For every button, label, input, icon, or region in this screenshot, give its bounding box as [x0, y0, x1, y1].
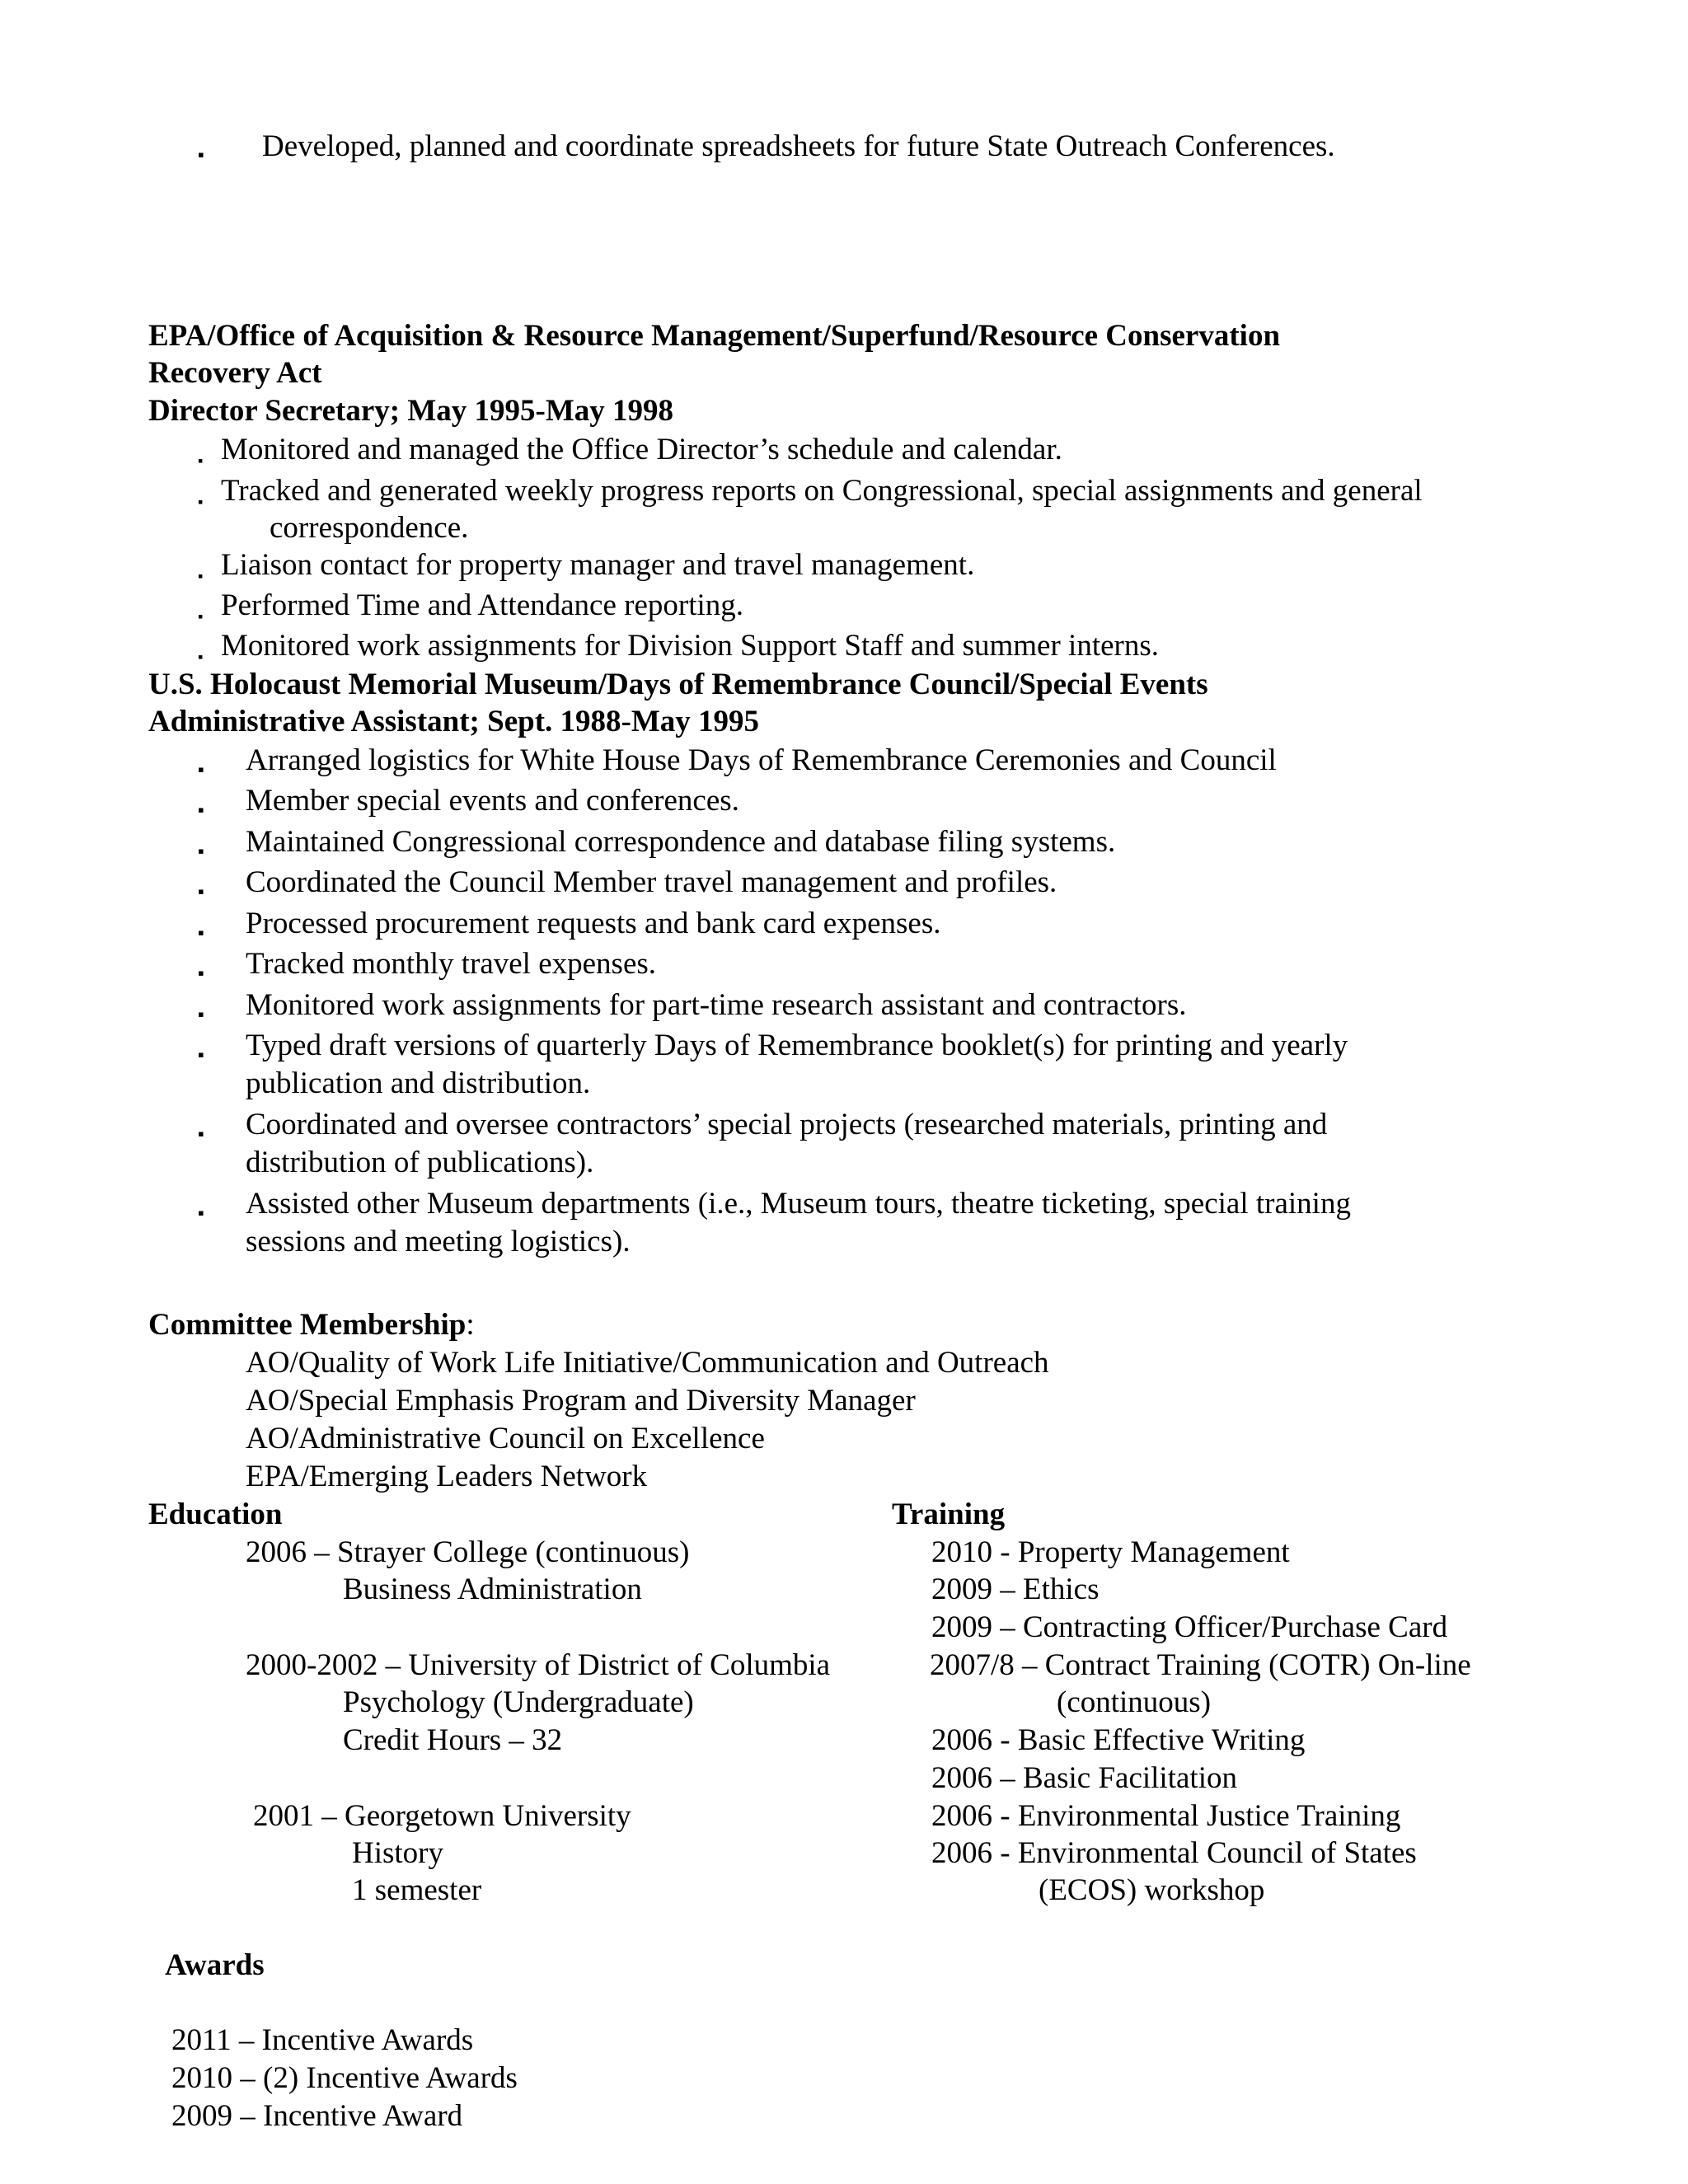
epa-bullet-1: Monitored and managed the Office Director’s schedule and calendar. — [221, 433, 1062, 466]
committee-heading-row — [148, 1306, 475, 1344]
training-line: (continuous) — [1057, 1685, 1212, 1719]
museum-bullet-9-cont: distribution of publications). — [246, 1146, 594, 1179]
committee-item: EPA/Emerging Leaders Network — [246, 1460, 648, 1493]
education-line: 2000-2002 – University of District of Columbia — [246, 1648, 831, 1682]
education-line: Credit Hours – 32 — [343, 1723, 563, 1757]
bullet-icon: ▪ — [198, 963, 204, 983]
bullet-icon: ▪ — [198, 881, 204, 902]
awards-list — [171, 2022, 518, 2135]
bullet-icon: ▪ — [198, 144, 204, 165]
committee-item: AO/Quality of Work Life Initiative/Communication and Outreach — [246, 1346, 1049, 1380]
training-line: 2009 – Contracting Officer/Purchase Card — [931, 1610, 1448, 1644]
training-line: 2006 - Environmental Council of States — [931, 1836, 1417, 1870]
museum-bullet-3: Maintained Congressional correspondence and database filing systems. — [246, 825, 1116, 859]
museum-bullet-8: Typed draft versions of quarterly Days of Remembrance booklet(s) for printing and yearly — [246, 1029, 1348, 1062]
bullet-icon: ▪ — [198, 1004, 204, 1024]
bullet-icon: ▪ — [198, 494, 204, 510]
bullet-icon: ▪ — [198, 1123, 204, 1144]
museum-bullet-4: Coordinated the Council Member travel management and profiles. — [246, 865, 1057, 899]
museum-bullet-7: Monitored work assignments for part-time research assistant and contractors. — [246, 988, 1187, 1022]
museum-bullet-5: Processed procurement requests and bank card expenses. — [246, 907, 941, 940]
education-line: Business Administration — [343, 1572, 642, 1606]
museum-bullet-2: Member special events and conferences. — [246, 784, 739, 818]
bullet-icon: ▪ — [198, 1044, 204, 1065]
committee-list — [246, 1344, 1049, 1496]
committee-heading: Committee Membership — [148, 1308, 467, 1342]
epa-bullet-3: Liaison contact for property manager and travel management. — [221, 548, 975, 582]
education-line: Psychology (Undergraduate) — [343, 1685, 694, 1719]
training-line: 2007/8 – Contract Training (COTR) On-line — [930, 1648, 1471, 1682]
committee-item: AO/Administrative Council on Excellence — [246, 1422, 765, 1455]
award-item: 2010 – (2) Incentive Awards — [171, 2061, 518, 2095]
bullet-icon: ▪ — [198, 759, 204, 780]
epa-bullet-5: Monitored work assignments for Division Support Staff and summer interns. — [221, 629, 1159, 663]
bullet-icon: ▪ — [198, 608, 204, 625]
training-line: 2006 – Basic Facilitation — [931, 1761, 1237, 1795]
epa-position: Director Secretary; May 1995-May 1998 — [148, 394, 674, 428]
training-line: (ECOS) workshop — [1039, 1873, 1265, 1907]
bullet-icon: ▪ — [198, 452, 204, 469]
epa-heading-line2: Recovery Act — [148, 356, 322, 390]
award-item: 2009 – Incentive Award — [171, 2099, 463, 2133]
top-bullet-text: Developed, planned and coordinate spreadsheets for future State Outreach Conferences. — [262, 129, 1335, 163]
bullet-icon: ▪ — [198, 1202, 204, 1223]
training-line: 2006 - Basic Effective Writing — [931, 1723, 1306, 1757]
training-heading: Training — [892, 1497, 1006, 1531]
museum-bullet-9: Coordinated and oversee contractors’ special projects (researched materials, printing and — [246, 1108, 1328, 1141]
museum-bullet-10: Assisted other Museum departments (i.e., Museum tours, theatre ticketing, special training — [246, 1187, 1351, 1221]
education-heading: Education — [148, 1497, 283, 1531]
awards-heading: Awards — [165, 1948, 265, 1982]
training-line: 2010 - Property Management — [931, 1535, 1290, 1569]
training-line: 2009 – Ethics — [931, 1572, 1100, 1606]
museum-bullet-1: Arranged logistics for White House Days of Remembrance Ceremonies and Council — [246, 743, 1277, 777]
museum-heading: U.S. Holocaust Memorial Museum/Days of Remembrance Council/Special Events — [148, 668, 1208, 701]
bullet-icon: ▪ — [198, 568, 204, 584]
bullet-icon: ▪ — [198, 799, 204, 820]
education-line: History — [352, 1836, 443, 1870]
museum-bullet-6: Tracked monthly travel expenses. — [246, 947, 657, 981]
education-line: 2001 – Georgetown University — [253, 1799, 631, 1833]
museum-bullet-10-cont: sessions and meeting logistics). — [246, 1225, 631, 1258]
museum-position: Administrative Assistant; Sept. 1988-May 1995 — [148, 705, 760, 738]
bullet-icon: ▪ — [198, 922, 204, 943]
award-item: 2011 – Incentive Awards — [171, 2023, 474, 2057]
education-line: 1 semester — [352, 1873, 482, 1907]
education-line: 2006 – Strayer College (continuous) — [246, 1535, 690, 1569]
committee-heading-colon: : — [466, 1308, 475, 1342]
epa-bullet-2-cont: correspondence. — [270, 511, 469, 545]
training-line: 2006 - Environmental Justice Training — [931, 1799, 1401, 1833]
epa-heading-line1: EPA/Office of Acquisition & Resource Management/Superfund/Resource Conservation — [148, 319, 1281, 353]
epa-bullet-2: Tracked and generated weekly progress reports on Congressional, special assignments and general — [221, 474, 1423, 508]
bullet-icon: ▪ — [198, 649, 204, 665]
bullet-icon: ▪ — [198, 841, 204, 861]
committee-item: AO/Special Emphasis Program and Diversity Manager — [246, 1384, 916, 1418]
museum-bullet-8-cont: publication and distribution. — [246, 1066, 591, 1100]
epa-bullet-4: Performed Time and Attendance reporting. — [221, 588, 744, 622]
